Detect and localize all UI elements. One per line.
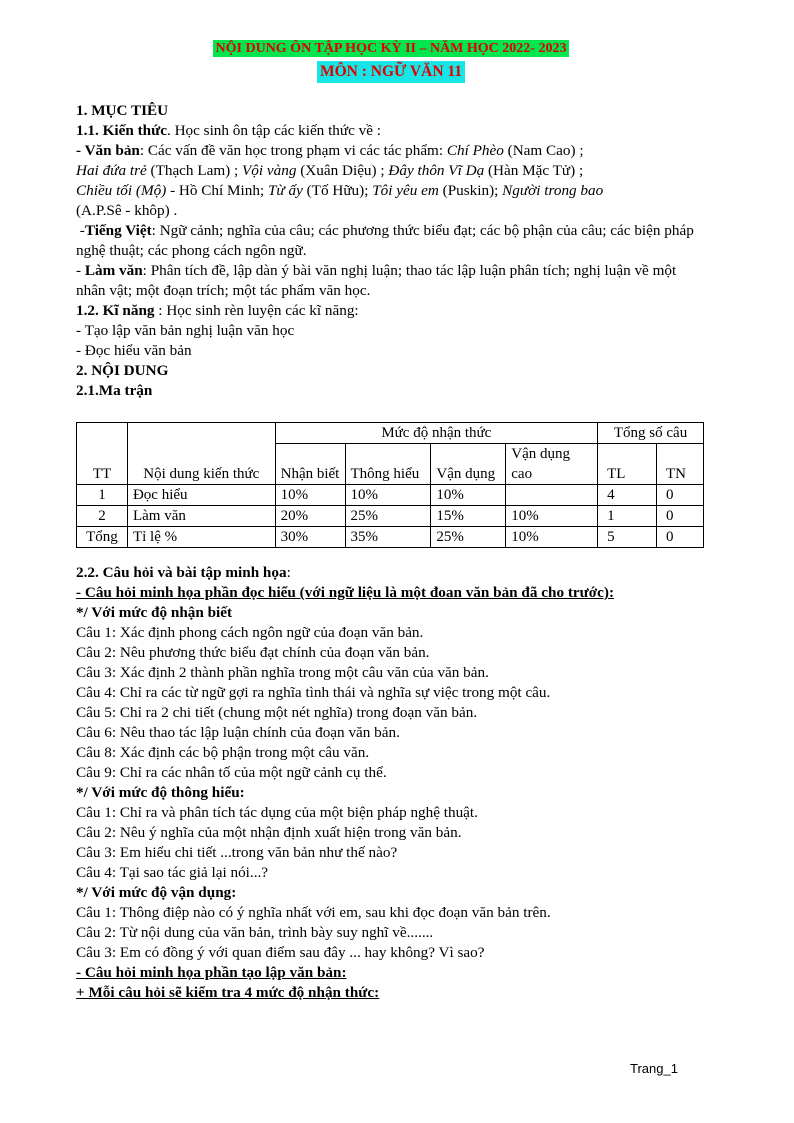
list-item: Câu 6: Nêu thao tác lập luận chính của đoạn văn bản. (76, 724, 400, 741)
list-item: Câu 4: Tại sao tác giả lại nói...? (76, 864, 269, 881)
table-row: Tổng Tỉ lệ % 30% 35% 25% 10% 5 0 (77, 527, 704, 548)
skill-item: - Đọc hiểu văn bản (76, 342, 192, 359)
list-item: Câu 1: Chỉ ra và phân tích tác dụng của một biện pháp nghệ thuật. (76, 804, 478, 821)
table-header-level: Thông hiểu (345, 444, 431, 485)
list-item: Câu 3: Em có đồng ý với quan điểm sau đây ... hay không? Vì sao? (76, 944, 485, 961)
writing-heading: - Câu hỏi minh họa phần tạo lập văn bản: (76, 964, 347, 981)
document-page (76, 38, 706, 1003)
list-item: Câu 3: Em hiểu chi tiết ...trong văn bản như thế nào? (76, 844, 398, 861)
matrix-heading: 2.1.Ma trận (76, 382, 153, 399)
section2-heading: 2. NỘI DUNG (76, 362, 169, 379)
page-number: Trang_1 (630, 1061, 678, 1076)
skill-item: - Tạo lập văn bản nghị luận văn học (76, 322, 295, 339)
list-item: Câu 2: Nêu phương thức biểu đạt chính của đoạn văn bản. (76, 644, 430, 661)
level-heading: */ Với mức độ nhận biết (76, 604, 233, 621)
table-header-levels: Mức độ nhận thức (275, 423, 597, 444)
level-heading: */ Với mức độ thông hiểu: (76, 784, 245, 801)
reading-heading: - Câu hỏi minh họa phần đọc hiểu (với ngữ liệu là một đoan văn bản đã cho trước): (76, 584, 615, 601)
table-header-content: Nội dung kiến thức (127, 423, 275, 485)
list-item: Câu 1: Xác định phong cách ngôn ngữ của đoạn văn bản. (76, 624, 424, 641)
document-header (76, 38, 706, 83)
tieng-viet-paragraph: -Tiếng Việt: Ngữ cảnh; nghĩa của câu; các phương thức biểu đạt; các bộ phận của câu; các biện pháp nghệ thuật; các phong cách ngôn ngữ. (76, 222, 694, 259)
skills-line: 1.2. Kĩ năng : Học sinh rèn luyện các kĩ năng: (76, 302, 359, 319)
list-item: Câu 8: Xác định các bộ phận trong một câu văn. (76, 744, 370, 761)
matrix-table (76, 422, 704, 548)
table-header-level: Vận dụng (431, 444, 506, 485)
list-item: Câu 3: Xác định 2 thành phần nghĩa trong một câu văn của văn bản. (76, 664, 489, 681)
table-header-tn: TN (657, 444, 704, 485)
list-item: Câu 5: Chỉ ra 2 chi tiết (chung một nét nghĩa) trong đoạn văn bản. (76, 704, 478, 721)
table-header-level: Vận dụng cao (506, 444, 598, 485)
list-item: Câu 4: Chỉ ra các từ ngữ gợi ra nghĩa tình thái và nghĩa sự việc trong một câu. (76, 684, 551, 701)
writing-subheading: + Mỗi câu hỏi sẽ kiểm tra 4 mức độ nhận thức: (76, 984, 380, 1001)
list-item: Câu 2: Từ nội dung của văn bản, trình bày suy nghĩ về....... (76, 924, 434, 941)
table-header-tl: TL (598, 444, 657, 485)
level-heading: */ Với mức độ vận dụng: (76, 884, 237, 901)
table-row: 1 Đọc hiểu 10% 10% 10% 4 0 (77, 485, 704, 506)
lam-van-paragraph: - Làm văn: Phân tích đề, lập dàn ý bài văn nghị luận; thao tác lập luận phân tích; nghị luận về một nhân vật; một đoạn trích; một tác phẩm văn học. (76, 262, 677, 299)
section1-heading: 1. MỤC TIÊU (76, 102, 169, 119)
knowledge-line: 1.1. Kiến thức. Học sinh ôn tập các kiến thức về : (76, 122, 382, 139)
table-header-tt: TT (77, 423, 128, 485)
document-title: NỘI DUNG ÔN TẬP HỌC KỲ II – NĂM HỌC 2022- 2023 (213, 40, 570, 57)
table-row: 2 Làm văn 20% 25% 15% 10% 1 0 (77, 506, 704, 527)
list-item: Câu 1: Thông điệp nào có ý nghĩa nhất với em, sau khi đọc đoạn văn bản trên. (76, 904, 551, 921)
van-ban-paragraph: - Văn bản: Các vấn đề văn học trong phạm vi các tác phẩm: Chí Phèo (Nam Cao) ; Hai đứa trẻ (Thạch Lam) ; Vội vàng (Xuân Diệu) ; Đây thôn Vĩ Dạ (Hàn Mặc Tử) ; Chiều tối (Mộ) - Hồ Chí Minh; Từ ấy (Tố Hữu); Tôi yêu em (Puskin); Người trong bao (A.P.Sê - khôp) . (76, 142, 604, 219)
subject-title: MÔN : NGỮ VĂN 11 (317, 61, 465, 83)
list-item: Câu 2: Nêu ý nghĩa của một nhận định xuất hiện trong văn bản. (76, 824, 462, 841)
table-header-level: Nhận biết (275, 444, 345, 485)
questions-heading: 2.2. Câu hỏi và bài tập minh họa: (76, 564, 291, 581)
table-header-total: Tổng số câu (598, 423, 704, 444)
list-item: Câu 9: Chỉ ra các nhân tố của một ngữ cảnh cụ thể. (76, 764, 387, 781)
